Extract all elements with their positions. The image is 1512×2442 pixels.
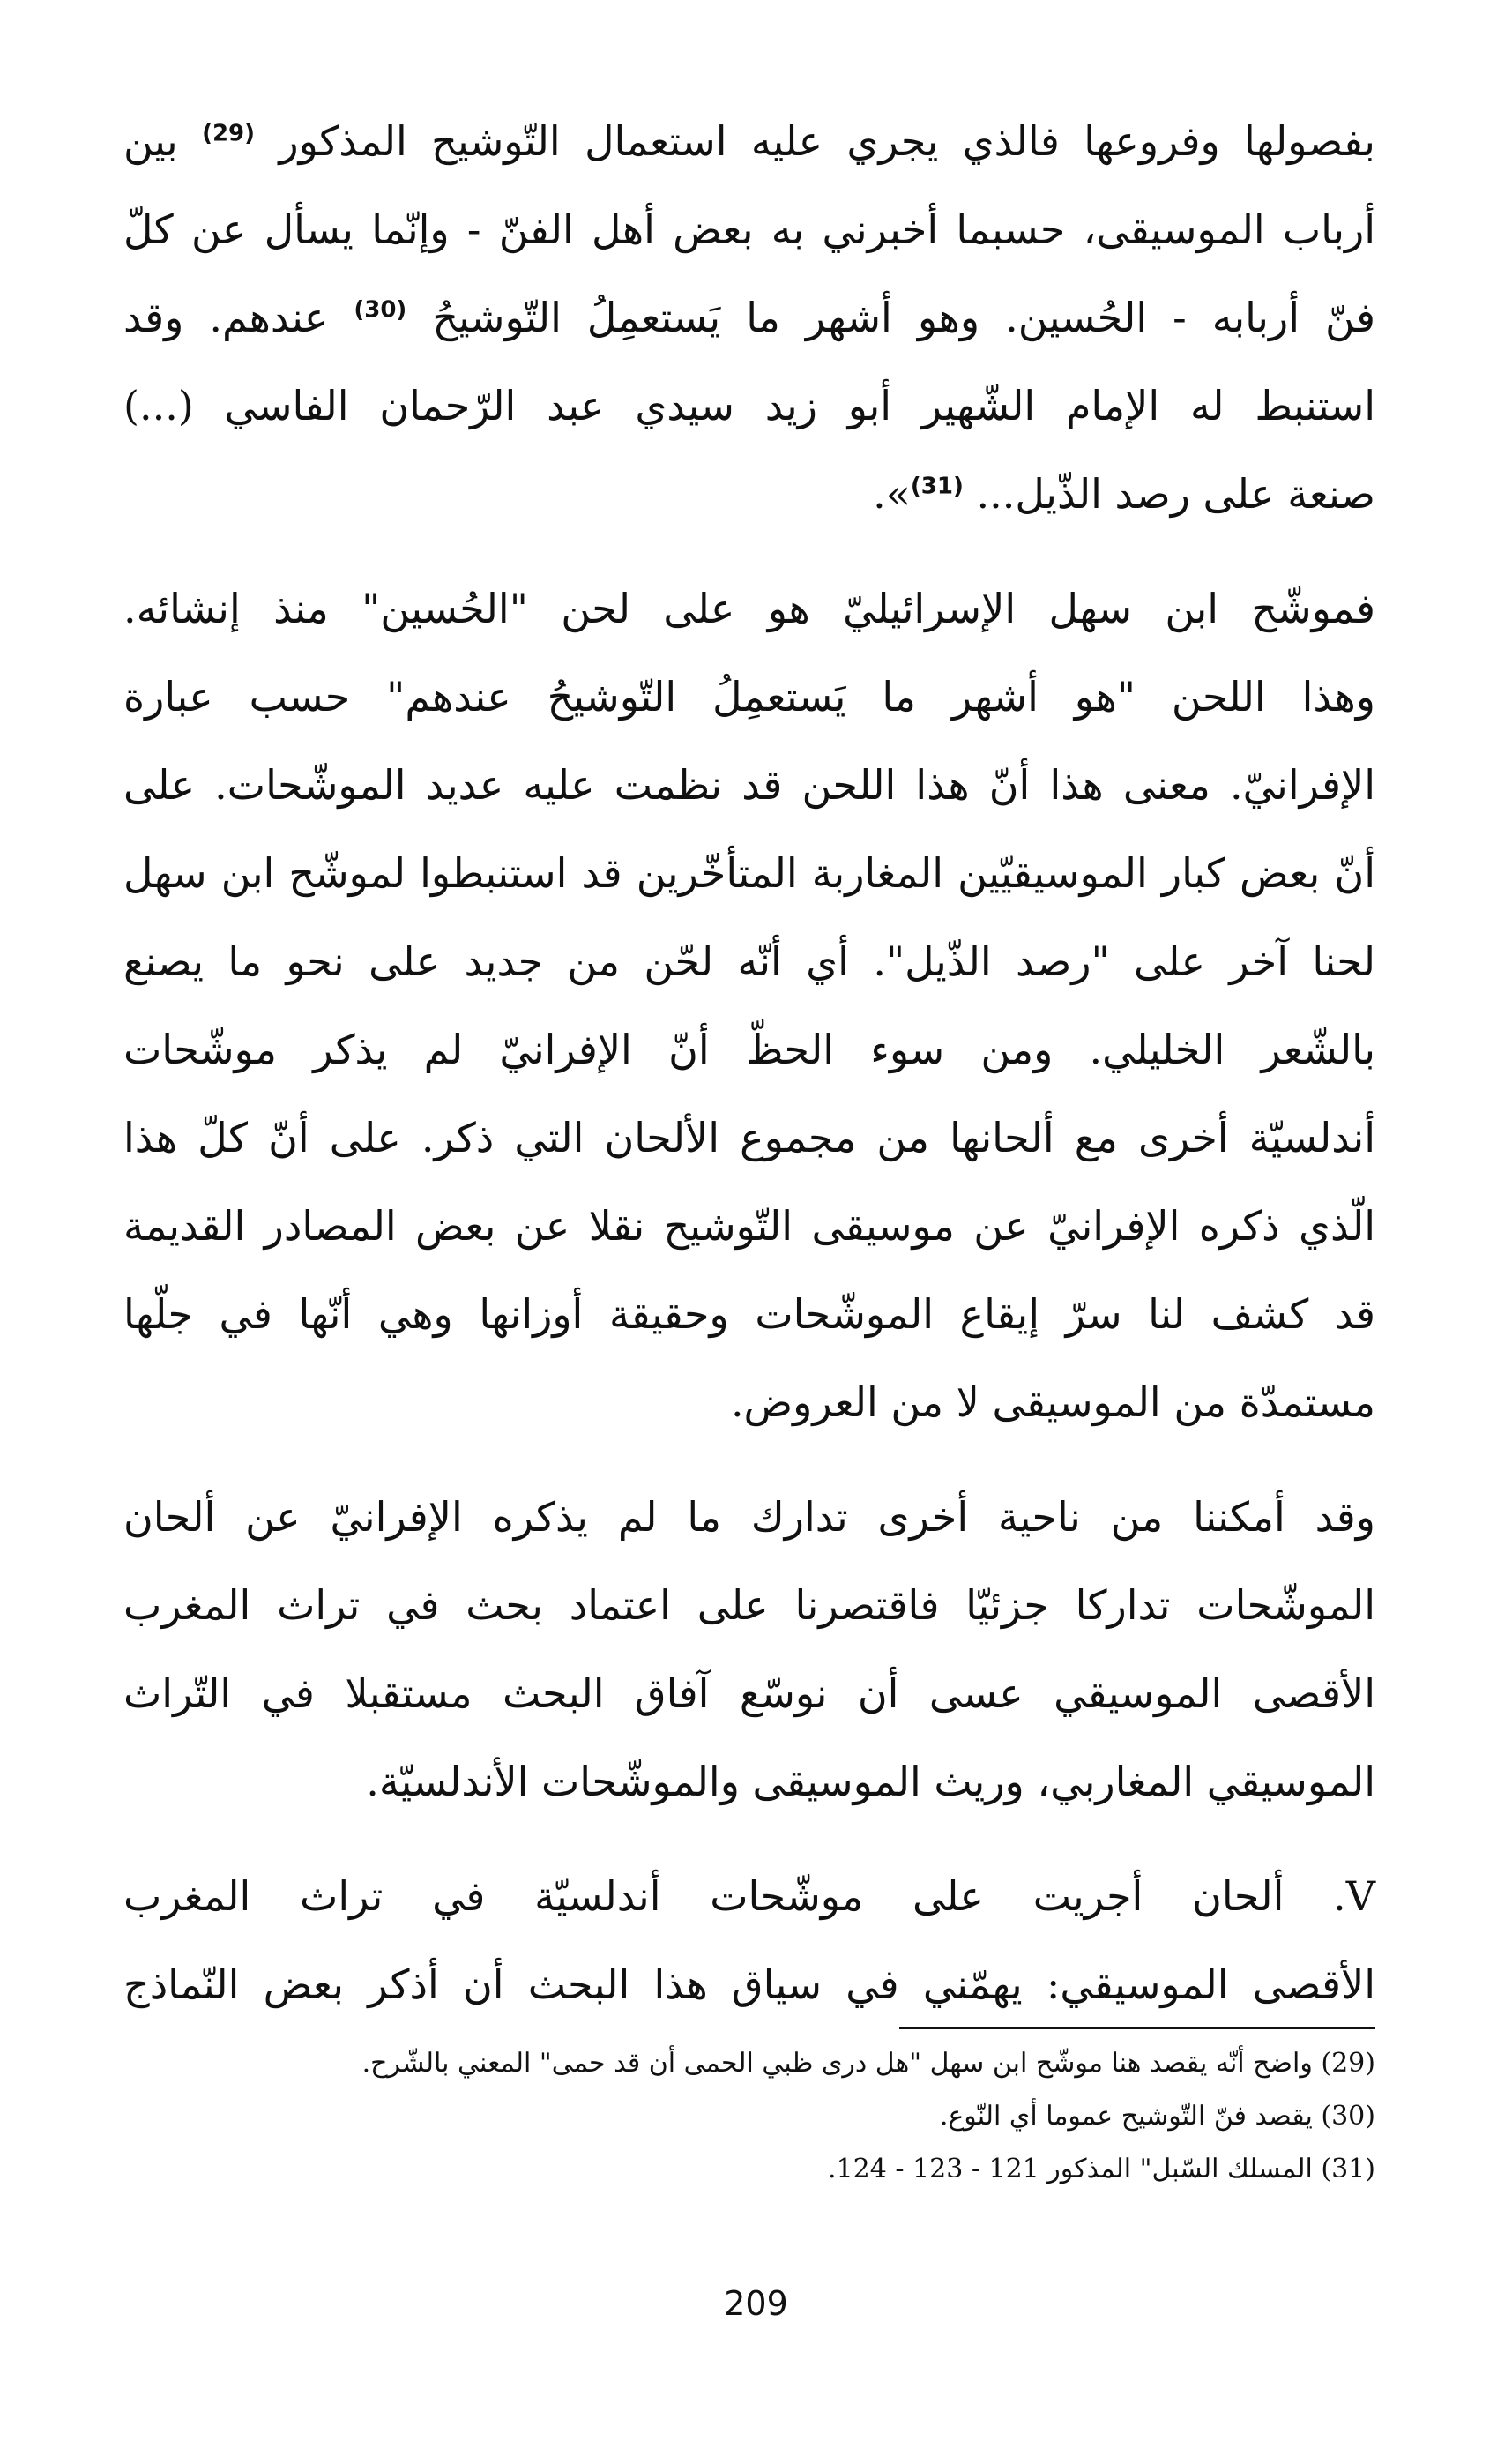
text-line: أنّ بعض كبار الموسيقيّين المغاربة المتأخّرين قد استنبطوا لموشّح ابن سهل <box>123 849 1375 897</box>
text-line: أرباب الموسيقى، حسبما أخبرني به بعض أهل الفنّ - وإنّما يسأل عن كلّ <box>123 205 1375 253</box>
text-line: وهذا اللحن "هو أشهر ما يَستعمِلُ التّوشيحُ عندهم" حسب عبارة <box>123 673 1375 721</box>
footnote-30: (30) يقصد فنّ التّوشيح عموما أي النّوع. <box>939 2101 1375 2132</box>
text-line: فنّ أربابه - الحُسين. وهو أشهر ما يَستعمِلُ التّوشيحُ $^{(30)}$ عندهم. وقد <box>123 294 1375 341</box>
text-line: لحنا آخر على "رصد الذّيل". أي أنّه لحّن من جديد على نحو ما يصنع <box>123 937 1375 985</box>
text-line: بالشّعر الخليلي. ومن سوء الحظّ أنّ الإفرانيّ لم يذكر موشّحات <box>123 1026 1375 1073</box>
text-line: الأقصى الموسيقي عسى أن نوسّع آفاق البحث مستقبلا في التّراث <box>123 1669 1375 1717</box>
text-line: مستمدّة من الموسيقى لا من العروض. <box>730 1378 1375 1426</box>
page-number: 209 <box>724 2284 788 2323</box>
paragraph-1 <box>123 97 1375 538</box>
footnote-31: (31) المسلك السّبل" المذكور 121 - 123 - 124. <box>827 2154 1375 2184</box>
text-line: أندلسيّة أخرى مع ألحانها من مجموع الألحان التي ذكر. على أنّ كلّ هذا <box>123 1114 1375 1161</box>
text-line: وقد أمكننا من ناحية أخرى تدارك ما لم يذكره الإفرانيّ عن ألحان <box>123 1493 1375 1541</box>
paragraph-2 <box>123 564 1375 1446</box>
text-line: الموشّحات تداركا جزئيّا فاقتصرنا على اعتماد بحث في تراث المغرب <box>123 1581 1375 1629</box>
footnote-ref-31[interactable]: (31) <box>910 473 964 500</box>
text-line: قد كشف لنا سرّ إيقاع الموشّحات وحقيقة أوزانها وهي أنّها في جلّها <box>123 1290 1375 1338</box>
footnote-divider <box>899 2027 1375 2029</box>
footnote-ref-30[interactable]: (30) <box>354 296 407 324</box>
footnote-ref-29[interactable]: (29) <box>202 120 256 147</box>
text-line: الّذي ذكره الإفرانيّ عن موسيقى التّوشيح نقلا عن بعض المصادر القديمة <box>123 1202 1375 1250</box>
text-line: فموشّح ابن سهل الإسرائيليّ هو على لحن "الحُسين" منذ إنشائه. <box>123 585 1375 632</box>
text-line: بفصولها وفروعها فالذي يجري عليه استعمال التّوشيح المذكور $^{(29)}$ بين <box>123 117 1375 165</box>
page-body <box>123 97 1375 2028</box>
paragraph-3 <box>123 1473 1375 1826</box>
text-line: صنعة على رصد الذّيل... $^{(31)}$». <box>873 470 1375 518</box>
text-line: الأقصى الموسيقي: يهمّني في سياق هذا البحث أن أذكر بعض النّماذج <box>123 1960 1375 2008</box>
text-line: V. ألحان أجريت على موشّحات أندلسيّة في تراث المغرب <box>123 1872 1375 1920</box>
text-line: الموسيقي المغاربي، وريث الموسيقى والموشّحات الأندلسيّة. <box>366 1758 1375 1805</box>
footnote-29: (29) واضح أنّه يقصد هنا موشّح ابن سهل "هل درى ظبي الحمى أن قد حمى" المعني بالشّرح. <box>361 2048 1375 2079</box>
text-line: الإفرانيّ. معنى هذا أنّ هذا اللحن قد نظمت عليه عديد الموشّحات. على <box>123 761 1375 809</box>
text-line: استنبط له الإمام الشّهير أبو زيد سيدي عبد الرّحمان الفاسي (...) <box>123 382 1375 429</box>
paragraph-4-section-heading <box>123 1852 1375 2028</box>
footnotes <box>123 2037 1375 2196</box>
